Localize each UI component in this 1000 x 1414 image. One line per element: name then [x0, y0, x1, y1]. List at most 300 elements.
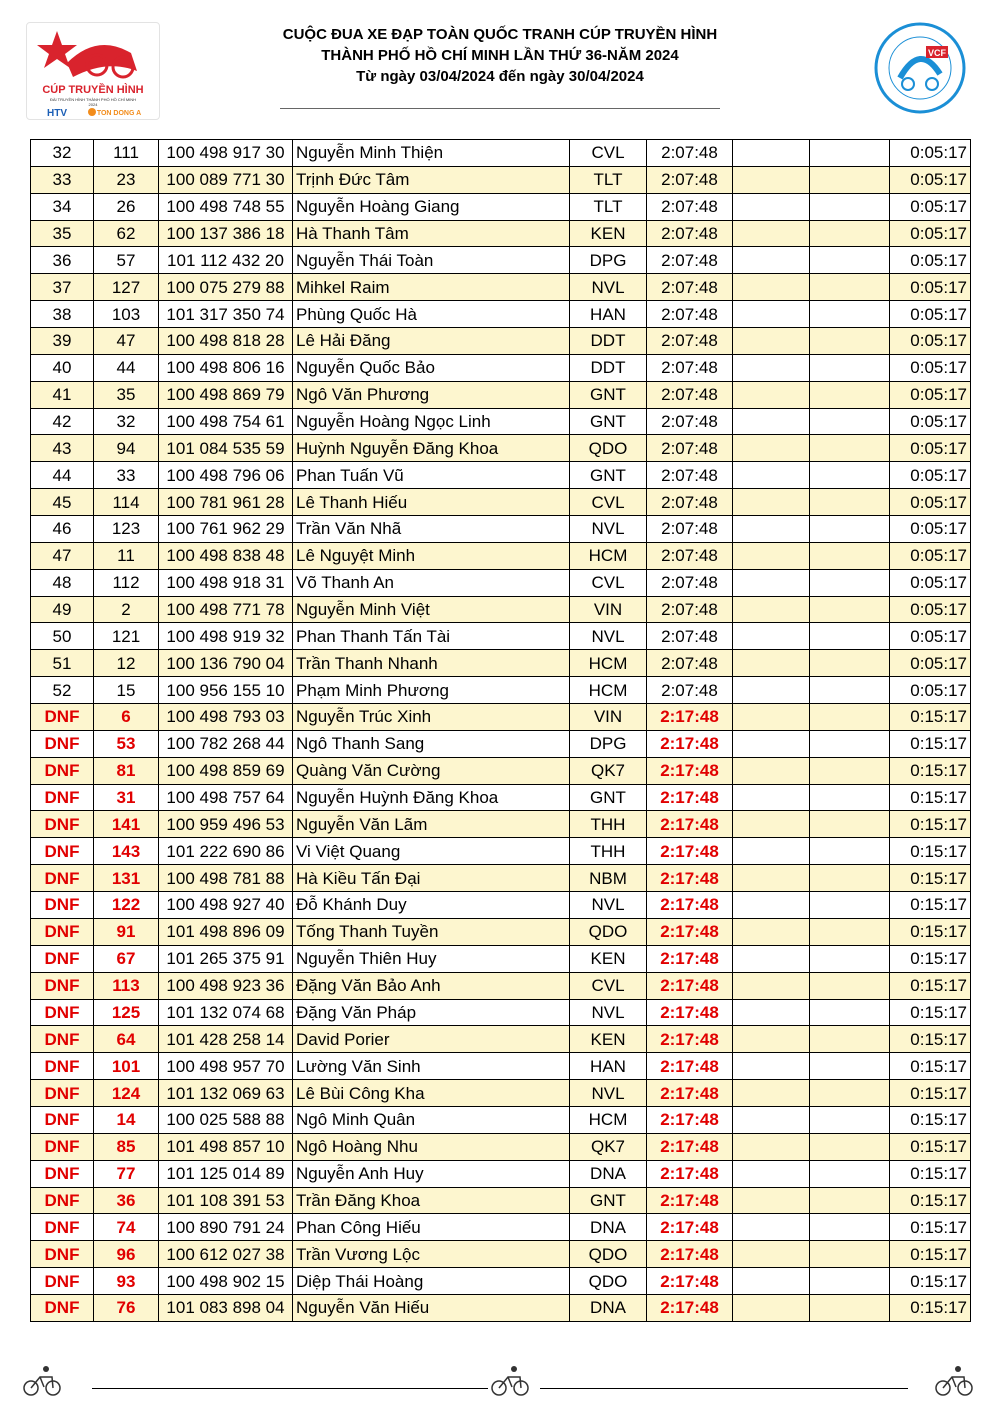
table-row [31, 811, 971, 838]
rank-cell: 48 [31, 569, 94, 596]
finish-time-cell: 2:17:48 [647, 892, 733, 919]
empty-cell [810, 999, 890, 1026]
bib-cell: 12 [94, 650, 159, 677]
empty-cell [733, 757, 810, 784]
finish-time-cell: 2:17:48 [647, 704, 733, 731]
rider-name-cell: Đỗ Khánh Duy [293, 892, 570, 919]
time-gap-cell: 0:05:17 [890, 516, 971, 543]
team-code-cell: HCM [570, 542, 647, 569]
empty-cell [810, 945, 890, 972]
uci-id-cell: 100 498 869 79 [159, 381, 293, 408]
team-code-cell: HCM [570, 677, 647, 704]
team-code-cell: KEN [570, 1026, 647, 1053]
table-row [31, 166, 971, 193]
rider-name-cell: Nguyễn Thái Toàn [293, 247, 570, 274]
empty-cell [810, 1268, 890, 1295]
rank-cell: 47 [31, 542, 94, 569]
rank-cell: DNF [31, 1160, 94, 1187]
team-code-cell: QDO [570, 1268, 647, 1295]
bib-cell: 143 [94, 838, 159, 865]
uci-id-cell: 100 498 927 40 [159, 892, 293, 919]
time-gap-cell: 0:15:17 [890, 1026, 971, 1053]
empty-cell [810, 354, 890, 381]
team-code-cell: QDO [570, 918, 647, 945]
bib-cell: 103 [94, 301, 159, 328]
team-code-cell: DDT [570, 328, 647, 355]
finish-time-cell: 2:17:48 [647, 757, 733, 784]
team-code-cell: QK7 [570, 1133, 647, 1160]
title-underline [280, 108, 720, 109]
empty-cell [733, 999, 810, 1026]
empty-cell [733, 1187, 810, 1214]
title-line-2: THÀNH PHỐ HỒ CHÍ MINH LẦN THỨ 36-NĂM 2024 [321, 47, 679, 64]
uci-id-cell: 100 956 155 10 [159, 677, 293, 704]
team-code-cell: VIN [570, 704, 647, 731]
empty-cell [733, 945, 810, 972]
finish-time-cell: 2:17:48 [647, 784, 733, 811]
rank-cell: 41 [31, 381, 94, 408]
empty-cell [733, 730, 810, 757]
empty-cell [733, 1294, 810, 1321]
time-gap-cell: 0:05:17 [890, 462, 971, 489]
time-gap-cell: 0:15:17 [890, 1133, 971, 1160]
rider-name-cell: Trần Văn Nhã [293, 516, 570, 543]
time-gap-cell: 0:15:17 [890, 784, 971, 811]
rank-cell: 44 [31, 462, 94, 489]
bib-cell: 44 [94, 354, 159, 381]
rider-name-cell: Ngô Minh Quân [293, 1106, 570, 1133]
bib-cell: 111 [94, 140, 159, 167]
uci-id-cell: 100 959 496 53 [159, 811, 293, 838]
finish-time-cell: 2:07:48 [647, 623, 733, 650]
empty-cell [810, 1160, 890, 1187]
table-row [31, 1294, 971, 1321]
team-code-cell: DPG [570, 730, 647, 757]
empty-cell [810, 730, 890, 757]
time-gap-cell: 0:05:17 [890, 381, 971, 408]
empty-cell [810, 1294, 890, 1321]
empty-cell [810, 704, 890, 731]
table-row [31, 623, 971, 650]
rank-cell: DNF [31, 892, 94, 919]
empty-cell [810, 166, 890, 193]
time-gap-cell: 0:15:17 [890, 757, 971, 784]
uci-id-cell: 100 498 918 31 [159, 569, 293, 596]
empty-cell [810, 623, 890, 650]
team-code-cell: NVL [570, 999, 647, 1026]
table-row [31, 1026, 971, 1053]
bib-cell: 112 [94, 569, 159, 596]
empty-cell [810, 784, 890, 811]
rider-name-cell: Lường Văn Sinh [293, 1053, 570, 1080]
rider-name-cell: Nguyễn Hoàng Ngọc Linh [293, 408, 570, 435]
rider-name-cell: Quàng Văn Cường [293, 757, 570, 784]
empty-cell [810, 650, 890, 677]
table-row [31, 1053, 971, 1080]
team-code-cell: HAN [570, 301, 647, 328]
team-code-cell: NVL [570, 623, 647, 650]
empty-cell [810, 1241, 890, 1268]
bib-cell: 62 [94, 220, 159, 247]
empty-cell [733, 1268, 810, 1295]
rank-cell: DNF [31, 918, 94, 945]
table-row [31, 865, 971, 892]
finish-time-cell: 2:17:48 [647, 1053, 733, 1080]
rank-cell: 39 [31, 328, 94, 355]
empty-cell [810, 516, 890, 543]
bib-cell: 36 [94, 1187, 159, 1214]
rank-cell: DNF [31, 1187, 94, 1214]
team-code-cell: CVL [570, 140, 647, 167]
time-gap-cell: 0:15:17 [890, 1080, 971, 1107]
table-row [31, 1133, 971, 1160]
rider-name-cell: Trần Đăng Khoa [293, 1187, 570, 1214]
uci-id-cell: 100 498 919 32 [159, 623, 293, 650]
rider-name-cell: Lê Nguyệt Minh [293, 542, 570, 569]
rider-name-cell: Nguyễn Anh Huy [293, 1160, 570, 1187]
table-row [31, 757, 971, 784]
team-code-cell: GNT [570, 784, 647, 811]
empty-cell [733, 408, 810, 435]
rider-name-cell: Nguyễn Trúc Xinh [293, 704, 570, 731]
finish-time-cell: 2:07:48 [647, 677, 733, 704]
rider-name-cell: Tống Thanh Tuyền [293, 918, 570, 945]
bib-cell: 85 [94, 1133, 159, 1160]
rank-cell: DNF [31, 1241, 94, 1268]
time-gap-cell: 0:15:17 [890, 1053, 971, 1080]
team-code-cell: DNA [570, 1294, 647, 1321]
finish-time-cell: 2:07:48 [647, 435, 733, 462]
empty-cell [733, 811, 810, 838]
table-row [31, 1268, 971, 1295]
rider-name-cell: Nguyễn Minh Việt [293, 596, 570, 623]
svg-text:ĐÀI TRUYỀN HÌNH THÀNH PHỐ HỒ C: ĐÀI TRUYỀN HÌNH THÀNH PHỐ HỒ CHÍ MINH [49, 97, 137, 102]
finish-time-cell: 2:07:48 [647, 193, 733, 220]
empty-cell [733, 784, 810, 811]
empty-cell [810, 328, 890, 355]
rank-cell: 38 [31, 301, 94, 328]
bib-cell: 93 [94, 1268, 159, 1295]
title-block [240, 24, 760, 87]
rider-name-cell: Ngô Thanh Sang [293, 730, 570, 757]
team-code-cell: GNT [570, 381, 647, 408]
empty-cell [810, 811, 890, 838]
table-row [31, 247, 971, 274]
finish-time-cell: 2:17:48 [647, 945, 733, 972]
rider-name-cell: Trần Vương Lộc [293, 1241, 570, 1268]
bib-cell: 74 [94, 1214, 159, 1241]
table-row [31, 462, 971, 489]
table-row [31, 354, 971, 381]
rider-name-cell: Nguyễn Văn Hiếu [293, 1294, 570, 1321]
rank-cell: 34 [31, 193, 94, 220]
rider-name-cell: Trần Thanh Nhanh [293, 650, 570, 677]
bib-cell: 35 [94, 381, 159, 408]
uci-id-cell: 100 498 818 28 [159, 328, 293, 355]
rank-cell: DNF [31, 784, 94, 811]
uci-id-cell: 101 428 258 14 [159, 1026, 293, 1053]
finish-time-cell: 2:07:48 [647, 247, 733, 274]
empty-cell [810, 301, 890, 328]
rank-cell: DNF [31, 1026, 94, 1053]
rider-name-cell: Hà Kiều Tấn Đại [293, 865, 570, 892]
empty-cell [733, 838, 810, 865]
rank-cell: DNF [31, 1214, 94, 1241]
bib-cell: 94 [94, 435, 159, 462]
finish-time-cell: 2:07:48 [647, 462, 733, 489]
bib-cell: 11 [94, 542, 159, 569]
table-row [31, 1080, 971, 1107]
empty-cell [733, 1214, 810, 1241]
team-code-cell: DPG [570, 247, 647, 274]
rank-cell: 45 [31, 489, 94, 516]
time-gap-cell: 0:15:17 [890, 1106, 971, 1133]
empty-cell [733, 1106, 810, 1133]
empty-cell [733, 166, 810, 193]
empty-cell [733, 1241, 810, 1268]
rider-name-cell: Võ Thanh An [293, 569, 570, 596]
cyclist-icon [490, 1363, 530, 1397]
team-code-cell: DNA [570, 1214, 647, 1241]
rider-name-cell: Huỳnh Nguyễn Đăng Khoa [293, 435, 570, 462]
empty-cell [733, 328, 810, 355]
table-row [31, 677, 971, 704]
empty-cell [733, 1080, 810, 1107]
rider-name-cell: Nguyễn Minh Thiện [293, 140, 570, 167]
table-row [31, 193, 971, 220]
time-gap-cell: 0:05:17 [890, 569, 971, 596]
table-row [31, 274, 971, 301]
uci-id-cell: 101 084 535 59 [159, 435, 293, 462]
empty-cell [810, 1214, 890, 1241]
finish-time-cell: 2:17:48 [647, 865, 733, 892]
team-code-cell: KEN [570, 220, 647, 247]
uci-id-cell: 100 025 588 88 [159, 1106, 293, 1133]
empty-cell [733, 704, 810, 731]
uci-id-cell: 100 498 754 61 [159, 408, 293, 435]
finish-time-cell: 2:07:48 [647, 220, 733, 247]
time-gap-cell: 0:05:17 [890, 623, 971, 650]
time-gap-cell: 0:05:17 [890, 677, 971, 704]
uci-id-cell: 100 498 902 15 [159, 1268, 293, 1295]
rider-name-cell: Phan Công Hiếu [293, 1214, 570, 1241]
uci-id-cell: 100 498 859 69 [159, 757, 293, 784]
finish-time-cell: 2:17:48 [647, 918, 733, 945]
table-row [31, 918, 971, 945]
empty-cell [733, 865, 810, 892]
team-code-cell: QDO [570, 435, 647, 462]
time-gap-cell: 0:15:17 [890, 838, 971, 865]
team-code-cell: NBM [570, 865, 647, 892]
rank-cell: 50 [31, 623, 94, 650]
time-gap-cell: 0:05:17 [890, 650, 971, 677]
empty-cell [810, 865, 890, 892]
empty-cell [733, 1133, 810, 1160]
time-gap-cell: 0:15:17 [890, 918, 971, 945]
table-row [31, 730, 971, 757]
empty-cell [810, 1106, 890, 1133]
team-code-cell: GNT [570, 408, 647, 435]
rider-name-cell: Nguyễn Văn Lãm [293, 811, 570, 838]
bib-cell: 2 [94, 596, 159, 623]
time-gap-cell: 0:05:17 [890, 274, 971, 301]
empty-cell [810, 757, 890, 784]
bib-cell: 53 [94, 730, 159, 757]
table-row [31, 1241, 971, 1268]
team-code-cell: DNA [570, 1160, 647, 1187]
finish-time-cell: 2:07:48 [647, 650, 733, 677]
uci-id-cell: 100 498 793 03 [159, 704, 293, 731]
rank-cell: DNF [31, 730, 94, 757]
page-footer [0, 1355, 1000, 1414]
empty-cell [733, 918, 810, 945]
bib-cell: 47 [94, 328, 159, 355]
uci-id-cell: 100 761 962 29 [159, 516, 293, 543]
rank-cell: 42 [31, 408, 94, 435]
finish-time-cell: 2:17:48 [647, 1294, 733, 1321]
finish-time-cell: 2:07:48 [647, 489, 733, 516]
empty-cell [810, 1133, 890, 1160]
empty-cell [810, 489, 890, 516]
finish-time-cell: 2:17:48 [647, 1187, 733, 1214]
finish-time-cell: 2:07:48 [647, 542, 733, 569]
rank-cell: DNF [31, 1080, 94, 1107]
empty-cell [810, 838, 890, 865]
team-code-cell: GNT [570, 462, 647, 489]
bib-cell: 91 [94, 918, 159, 945]
empty-cell [733, 489, 810, 516]
finish-time-cell: 2:07:48 [647, 408, 733, 435]
time-gap-cell: 0:15:17 [890, 972, 971, 999]
uci-id-cell: 101 222 690 86 [159, 838, 293, 865]
uci-id-cell: 101 498 896 09 [159, 918, 293, 945]
empty-cell [733, 381, 810, 408]
time-gap-cell: 0:05:17 [890, 301, 971, 328]
empty-cell [810, 542, 890, 569]
bib-cell: 32 [94, 408, 159, 435]
finish-time-cell: 2:17:48 [647, 1214, 733, 1241]
rider-name-cell: Hà Thanh Tâm [293, 220, 570, 247]
empty-cell [733, 677, 810, 704]
uci-id-cell: 100 137 386 18 [159, 220, 293, 247]
team-code-cell: GNT [570, 1187, 647, 1214]
team-code-cell: TLT [570, 193, 647, 220]
bib-cell: 127 [94, 274, 159, 301]
empty-cell [733, 972, 810, 999]
time-gap-cell: 0:05:17 [890, 542, 971, 569]
table-row [31, 999, 971, 1026]
empty-cell [810, 462, 890, 489]
bib-cell: 124 [94, 1080, 159, 1107]
empty-cell [733, 435, 810, 462]
empty-cell [733, 220, 810, 247]
rank-cell: 37 [31, 274, 94, 301]
bib-cell: 101 [94, 1053, 159, 1080]
uci-id-cell: 100 498 796 06 [159, 462, 293, 489]
empty-cell [810, 193, 890, 220]
bib-cell: 23 [94, 166, 159, 193]
empty-cell [733, 650, 810, 677]
uci-id-cell: 100 612 027 38 [159, 1241, 293, 1268]
finish-time-cell: 2:07:48 [647, 381, 733, 408]
finish-time-cell: 2:07:48 [647, 569, 733, 596]
finish-time-cell: 2:17:48 [647, 1106, 733, 1133]
rider-name-cell: Lê Bùi Công Kha [293, 1080, 570, 1107]
finish-time-cell: 2:17:48 [647, 1160, 733, 1187]
uci-id-cell: 100 498 771 78 [159, 596, 293, 623]
time-gap-cell: 0:05:17 [890, 140, 971, 167]
empty-cell [733, 569, 810, 596]
rider-name-cell: Lê Hải Đăng [293, 328, 570, 355]
empty-cell [733, 596, 810, 623]
team-code-cell: QDO [570, 1241, 647, 1268]
svg-text:TON DONG A: TON DONG A [96, 110, 142, 117]
rider-name-cell: Nguyễn Thiên Huy [293, 945, 570, 972]
team-code-cell: HCM [570, 1106, 647, 1133]
finish-time-cell: 2:07:48 [647, 516, 733, 543]
uci-id-cell: 100 136 790 04 [159, 650, 293, 677]
date-range: Từ ngày 03/04/2024 đến ngày 30/04/2024 [356, 68, 644, 85]
rider-name-cell: Diệp Thái Hoàng [293, 1268, 570, 1295]
time-gap-cell: 0:05:17 [890, 166, 971, 193]
finish-time-cell: 2:17:48 [647, 838, 733, 865]
team-code-cell: NVL [570, 516, 647, 543]
bib-cell: 114 [94, 489, 159, 516]
time-gap-cell: 0:05:17 [890, 193, 971, 220]
bib-cell: 14 [94, 1106, 159, 1133]
bib-cell: 6 [94, 704, 159, 731]
finish-time-cell: 2:07:48 [647, 328, 733, 355]
empty-cell [733, 140, 810, 167]
rider-name-cell: Lê Thanh Hiếu [293, 489, 570, 516]
cyclist-icon [934, 1363, 974, 1397]
empty-cell [810, 220, 890, 247]
svg-text:2024: 2024 [88, 102, 98, 107]
uci-id-cell: 100 498 923 36 [159, 972, 293, 999]
bib-cell: 123 [94, 516, 159, 543]
table-row [31, 838, 971, 865]
team-code-cell: KEN [570, 945, 647, 972]
rank-cell: DNF [31, 757, 94, 784]
table-row [31, 596, 971, 623]
table-row [31, 1160, 971, 1187]
team-code-cell: QK7 [570, 757, 647, 784]
rider-name-cell: Vi Việt Quang [293, 838, 570, 865]
table-row [31, 140, 971, 167]
rider-name-cell: Nguyễn Huỳnh Đăng Khoa [293, 784, 570, 811]
time-gap-cell: 0:05:17 [890, 596, 971, 623]
rider-name-cell: David Porier [293, 1026, 570, 1053]
empty-cell [810, 972, 890, 999]
rank-cell: DNF [31, 1268, 94, 1295]
rider-name-cell: Mihkel Raim [293, 274, 570, 301]
team-code-cell: NVL [570, 274, 647, 301]
time-gap-cell: 0:15:17 [890, 865, 971, 892]
empty-cell [810, 569, 890, 596]
uci-id-cell: 101 132 069 63 [159, 1080, 293, 1107]
empty-cell [733, 1026, 810, 1053]
table-row [31, 784, 971, 811]
bib-cell: 125 [94, 999, 159, 1026]
uci-id-cell: 101 265 375 91 [159, 945, 293, 972]
time-gap-cell: 0:05:17 [890, 354, 971, 381]
finish-time-cell: 2:17:48 [647, 1080, 733, 1107]
rank-cell: 32 [31, 140, 94, 167]
time-gap-cell: 0:05:17 [890, 220, 971, 247]
bib-cell: 122 [94, 892, 159, 919]
uci-id-cell: 100 075 279 88 [159, 274, 293, 301]
empty-cell [733, 1053, 810, 1080]
